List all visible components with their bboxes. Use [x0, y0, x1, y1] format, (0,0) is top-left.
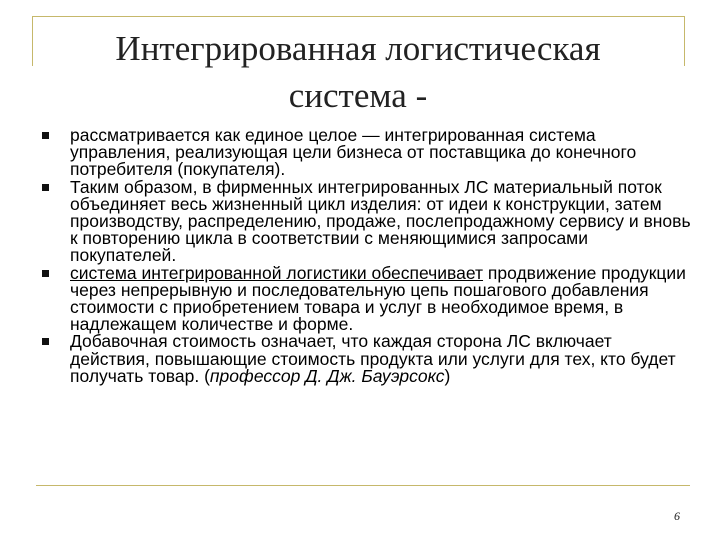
bullet-text-3-underlined: система интегрированной логистики обеспечивает — [70, 262, 484, 283]
frame-top-rule — [32, 16, 684, 17]
bullet-text-1: рассматривается как единое целое — интегрированная система управления, реализующая цели бизнеса от поставщика до конечного потребителя (покупателя). — [70, 125, 637, 180]
bullet-text-3-rest: продвижение продукции через непрерывную и последовательную цепь пошагового добавления стоимости с приобретением товара и услуг в необходимое время, в надлежащем количестве и форме. — [70, 262, 686, 335]
bullet-text-4-author: профессор Д. Дж. Бауэрсокс — [209, 365, 445, 386]
bullet-item-2 — [42, 176, 692, 266]
bullet-item-3 — [42, 262, 692, 335]
slide-title — [52, 25, 664, 119]
bullet-text-4-end: ) — [444, 365, 451, 386]
bullet-item-4 — [42, 333, 692, 385]
slide-title-line-1: Интегрированная логистическая — [115, 29, 601, 68]
square-bullet-icon — [42, 132, 49, 139]
bullet-text-4: Добавочная стоимость означает, что каждая сторона ЛС включает действия, повышающие стоимость продукта или услуги для тех, кто будет получать товар. ( — [70, 331, 676, 386]
square-bullet-icon — [42, 270, 49, 277]
slide-title-line-2: система - — [288, 76, 428, 115]
bullet-list — [42, 127, 692, 385]
bullet-item-1 — [42, 127, 692, 179]
page-number: 6 — [674, 509, 680, 523]
square-bullet-icon — [42, 338, 49, 345]
bullet-text-2: Таким образом, в фирменных интегрированных ЛС материальный поток объединяет весь жизненный цикл изделия: от идеи к конструкции, затем производству, распределению, продаже, послепродажному сервису и вновь к повторению цикла в соответствии с меняющимися запросами покупателей. — [70, 176, 691, 266]
frame-bottom-rule — [36, 485, 690, 486]
square-bullet-icon — [42, 184, 49, 191]
frame-right-rule — [684, 16, 685, 66]
frame-left-rule — [32, 16, 33, 66]
